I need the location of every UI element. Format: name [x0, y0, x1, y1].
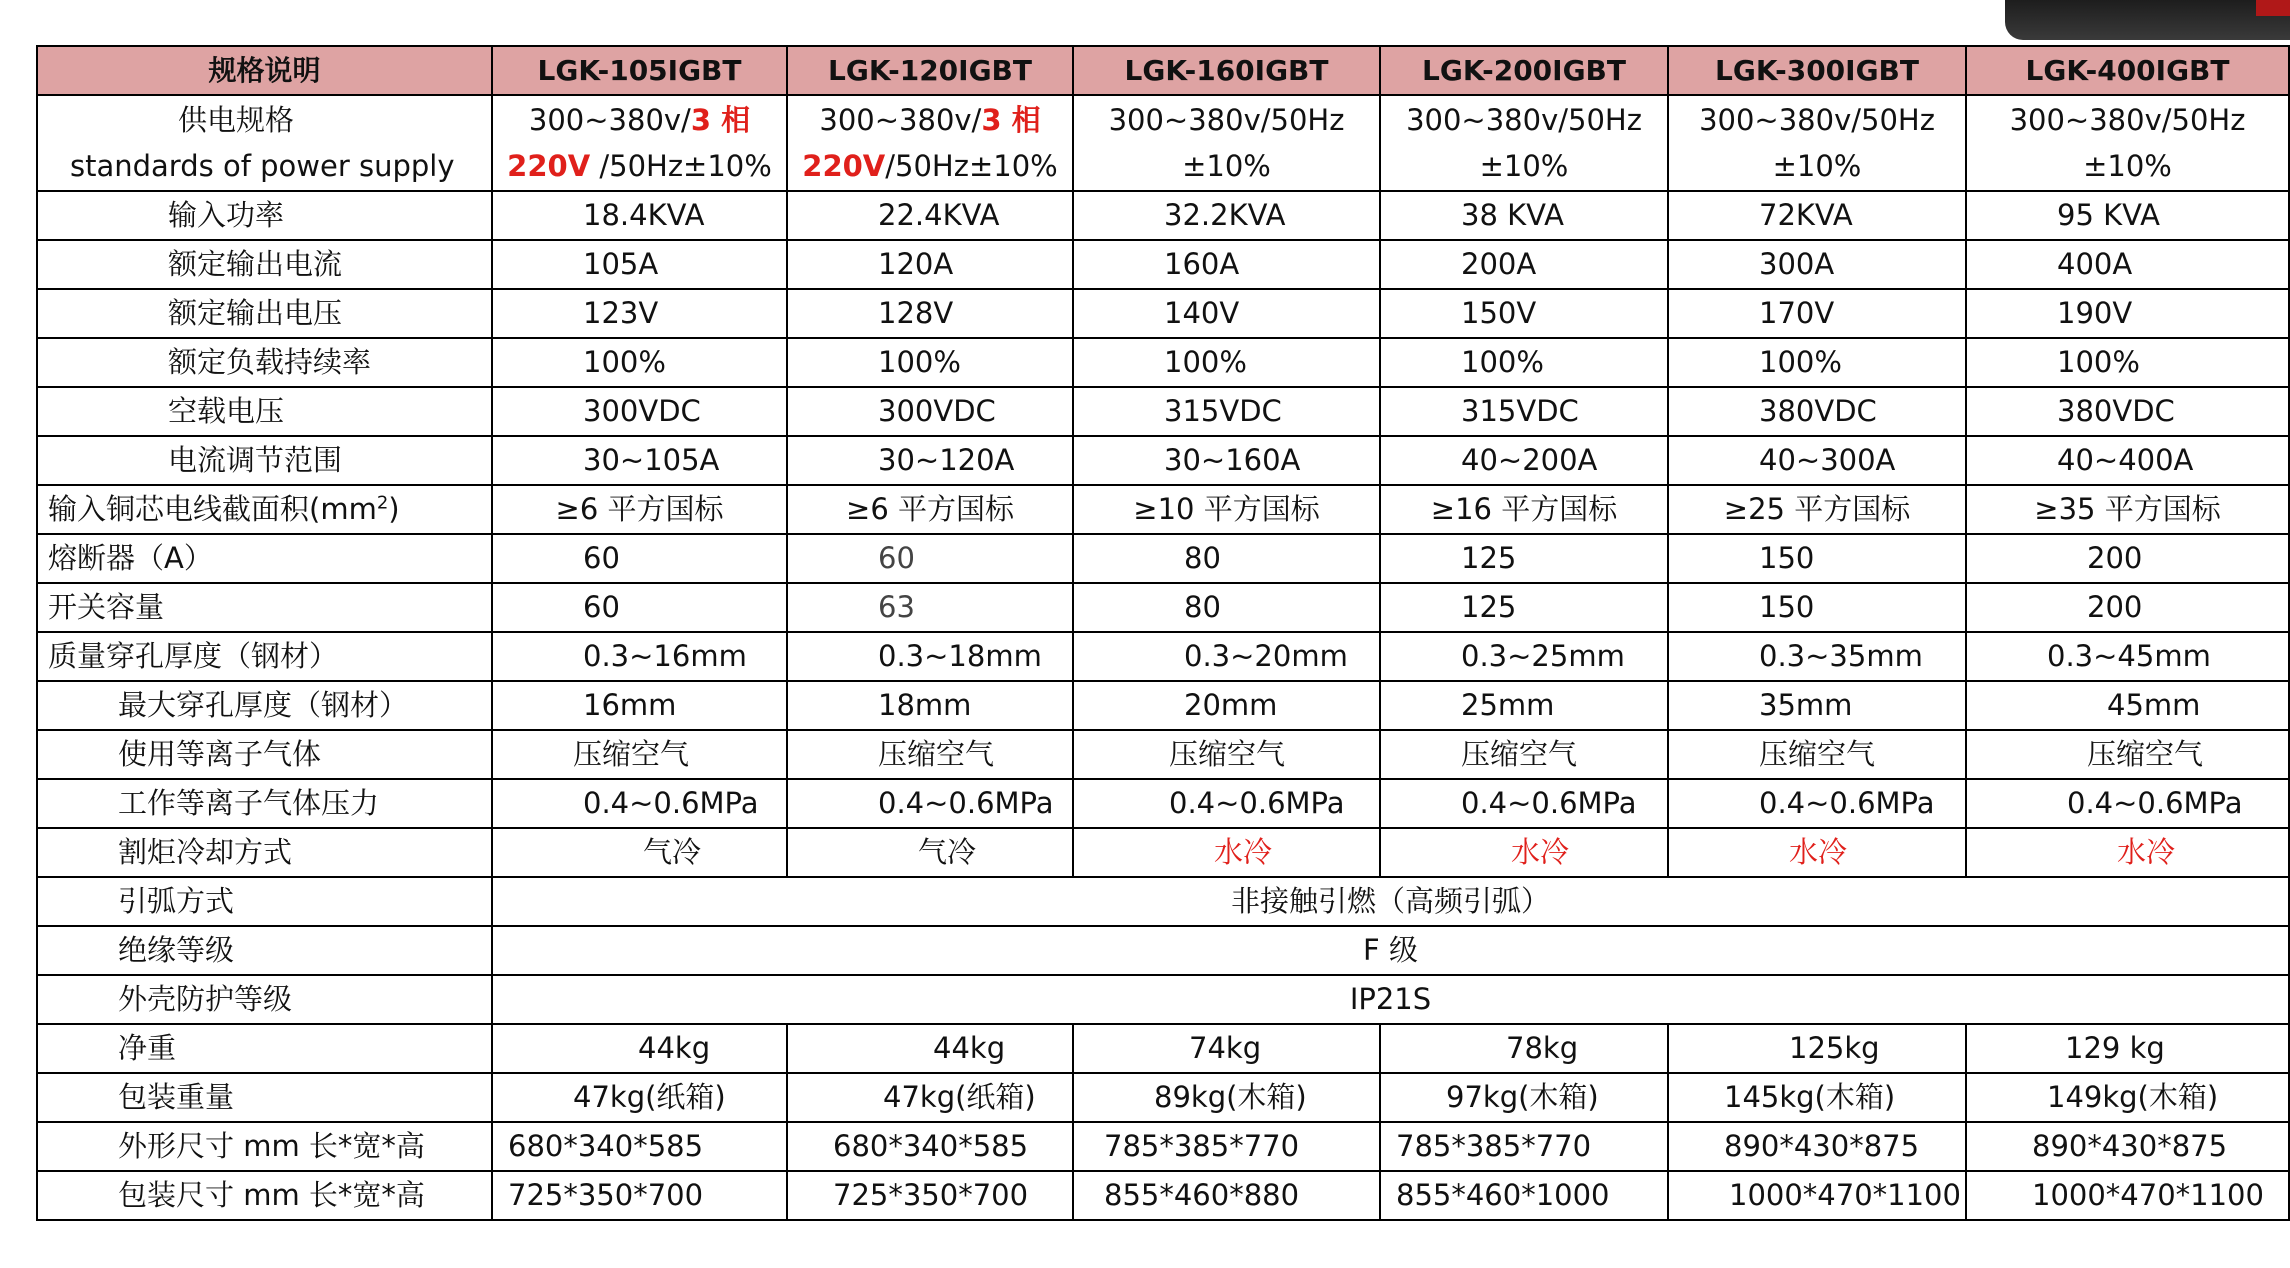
torch-cooling-120: 气冷: [787, 828, 1073, 877]
current-range-300: 40~300A: [1668, 436, 1966, 485]
package-dimensions-160: 855*460*880: [1073, 1171, 1380, 1220]
gas-pressure-label: 工作等离子气体压力: [37, 779, 492, 828]
net-weight-200: 78kg: [1380, 1024, 1668, 1073]
fuse-400: 200: [1966, 534, 2289, 583]
package-weight-200: 97kg(木箱): [1380, 1073, 1668, 1122]
insulation-value: F 级: [492, 926, 2289, 975]
power-105-phase: 3 相: [690, 103, 751, 137]
package-dimensions-105: 725*350*700: [492, 1171, 787, 1220]
rated-current-120: 120A: [787, 240, 1073, 289]
plasma-gas-105: 压缩空气: [492, 730, 787, 779]
power-105-line2: /50Hz±10%: [590, 149, 772, 183]
rated-voltage-160: 140V: [1073, 289, 1380, 338]
no-load-voltage-400: 380VDC: [1966, 387, 2289, 436]
plasma-gas-200: 压缩空气: [1380, 730, 1668, 779]
duty-cycle-160: 100%: [1073, 338, 1380, 387]
package-weight-120: 47kg(纸箱): [787, 1073, 1073, 1122]
torch-cooling-105: 气冷: [492, 828, 787, 877]
no-load-voltage-200: 315VDC: [1380, 387, 1668, 436]
current-range-160: 30~160A: [1073, 436, 1380, 485]
max-pierce-400: 45mm: [1966, 681, 2289, 730]
torch-cooling-400: 水冷: [1966, 828, 2289, 877]
quality-pierce-label: 质量穿孔厚度（钢材）: [37, 632, 492, 681]
fuse-105: 60: [492, 534, 787, 583]
cable-section-400: ≥35 平方国标: [1966, 485, 2289, 534]
package-weight-label: 包装重量: [37, 1073, 492, 1122]
input-power-400: 95 KVA: [1966, 191, 2289, 240]
dimensions-300: 890*430*875: [1668, 1122, 1966, 1171]
no-load-voltage-160: 315VDC: [1073, 387, 1380, 436]
power-105-line1: 300~380v/: [528, 103, 691, 137]
fuse-160: 80: [1073, 534, 1380, 583]
rated-current-200: 200A: [1380, 240, 1668, 289]
row-fuse: [37, 534, 2289, 583]
rated-voltage-label: 额定输出电压: [37, 289, 492, 338]
plasma-gas-label: 使用等离子气体: [37, 730, 492, 779]
power-120-phase: 3 相: [981, 103, 1041, 137]
package-dimensions-120: 725*350*700: [787, 1171, 1073, 1220]
duty-cycle-105: 100%: [492, 338, 787, 387]
row-package-weight: [37, 1073, 2289, 1122]
duty-cycle-label: 额定负载持续率: [37, 338, 492, 387]
row-rated-current: [37, 240, 2289, 289]
plasma-gas-300: 压缩空气: [1668, 730, 1966, 779]
quality-pierce-105: 0.3~16mm: [492, 632, 787, 681]
input-power-300: 72KVA: [1668, 191, 1966, 240]
fuse-200: 125: [1380, 534, 1668, 583]
row-torch-cooling: [37, 828, 2289, 877]
power-supply-label-en: standards of power supply: [70, 149, 455, 183]
quality-pierce-400: 0.3~45mm: [1966, 632, 2289, 681]
power-400-line1: 300~380v/50Hz: [2009, 103, 2246, 137]
arc-start-value: 非接触引燃（高频引弧）: [492, 877, 2289, 926]
gas-pressure-160: 0.4~0.6MPa: [1073, 779, 1380, 828]
quality-pierce-160: 0.3~20mm: [1073, 632, 1380, 681]
torch-cooling-300: 水冷: [1668, 828, 1966, 877]
switch-capacity-160: 80: [1073, 583, 1380, 632]
gas-pressure-300: 0.4~0.6MPa: [1668, 779, 1966, 828]
row-duty-cycle: [37, 338, 2289, 387]
row-dimensions: [37, 1122, 2289, 1171]
power-160-line1: 300~380v/50Hz: [1108, 103, 1345, 137]
max-pierce-105: 16mm: [492, 681, 787, 730]
duty-cycle-400: 100%: [1966, 338, 2289, 387]
gas-pressure-200: 0.4~0.6MPa: [1380, 779, 1668, 828]
row-cable-section: [37, 485, 2289, 534]
plasma-gas-120: 压缩空气: [787, 730, 1073, 779]
input-power-label: 输入功率: [37, 191, 492, 240]
row-package-dimensions: [37, 1171, 2289, 1220]
net-weight-300: 125kg: [1668, 1024, 1966, 1073]
gas-pressure-105: 0.4~0.6MPa: [492, 779, 787, 828]
insulation-label: 绝缘等级: [37, 926, 492, 975]
switch-capacity-200: 125: [1380, 583, 1668, 632]
power-120-line1: 300~380v/: [819, 103, 982, 137]
duty-cycle-300: 100%: [1668, 338, 1966, 387]
package-weight-160: 89kg(木箱): [1073, 1073, 1380, 1122]
cable-section-label: [37, 485, 492, 534]
product-red-accent: [2256, 0, 2290, 16]
header-spec-label: 规格说明: [37, 46, 492, 95]
header-model-120: LGK-120IGBT: [787, 46, 1073, 95]
no-load-voltage-label: 空载电压: [37, 387, 492, 436]
quality-pierce-300: 0.3~35mm: [1668, 632, 1966, 681]
row-gas-pressure: [37, 779, 2289, 828]
cable-section-label-sup: 2: [376, 492, 389, 514]
torch-cooling-200: 水冷: [1380, 828, 1668, 877]
quality-pierce-120: 0.3~18mm: [787, 632, 1073, 681]
switch-capacity-label: 开关容量: [37, 583, 492, 632]
power-400-line2: ±10%: [2083, 149, 2172, 183]
input-power-105: 18.4KVA: [492, 191, 787, 240]
no-load-voltage-105: 300VDC: [492, 387, 787, 436]
power-300-line2: ±10%: [1772, 149, 1862, 183]
dimensions-105: 680*340*585: [492, 1122, 787, 1171]
spec-table: [36, 45, 2290, 1221]
cable-section-label-main: 输入铜芯电线截面积(mm: [48, 492, 377, 526]
net-weight-105: 44kg: [492, 1024, 787, 1073]
fuse-300: 150: [1668, 534, 1966, 583]
quality-pierce-200: 0.3~25mm: [1380, 632, 1668, 681]
power-120-220v: 220V: [802, 149, 886, 183]
max-pierce-120: 18mm: [787, 681, 1073, 730]
no-load-voltage-300: 380VDC: [1668, 387, 1966, 436]
dimensions-160: 785*385*770: [1073, 1122, 1380, 1171]
arc-start-label: 引弧方式: [37, 877, 492, 926]
cable-section-label-end: ): [388, 492, 400, 526]
rated-current-105: 105A: [492, 240, 787, 289]
max-pierce-label: 最大穿孔厚度（钢材）: [37, 681, 492, 730]
protection-value: IP21S: [492, 975, 2289, 1024]
cable-section-160: ≥10 平方国标: [1073, 485, 1380, 534]
duty-cycle-120: 100%: [787, 338, 1073, 387]
header-model-300: LGK-300IGBT: [1668, 46, 1966, 95]
torch-cooling-160: 水冷: [1073, 828, 1380, 877]
rated-voltage-400: 190V: [1966, 289, 2289, 338]
current-range-400: 40~400A: [1966, 436, 2289, 485]
power-supply-400: [1966, 95, 2289, 191]
package-weight-105: 47kg(纸箱): [492, 1073, 787, 1122]
row-power-supply: [37, 95, 2289, 191]
power-300-line1: 300~380v/50Hz: [1699, 103, 1935, 137]
net-weight-120: 44kg: [787, 1024, 1073, 1073]
row-insulation: [37, 926, 2289, 975]
input-power-120: 22.4KVA: [787, 191, 1073, 240]
current-range-label: 电流调节范围: [37, 436, 492, 485]
header-model-200: LGK-200IGBT: [1380, 46, 1668, 95]
dimensions-label: 外形尺寸 mm 长*宽*高: [37, 1122, 492, 1171]
power-supply-label-cn: 供电规格: [178, 103, 295, 137]
row-plasma-gas: [37, 730, 2289, 779]
rated-voltage-120: 128V: [787, 289, 1073, 338]
power-105-220v: 220V: [507, 149, 591, 183]
net-weight-label: 净重: [37, 1024, 492, 1073]
rated-voltage-300: 170V: [1668, 289, 1966, 338]
cable-section-300: ≥25 平方国标: [1668, 485, 1966, 534]
gas-pressure-120: 0.4~0.6MPa: [787, 779, 1073, 828]
header-row: [37, 46, 2289, 95]
duty-cycle-200: 100%: [1380, 338, 1668, 387]
net-weight-400: 129 kg: [1966, 1024, 2289, 1073]
max-pierce-160: 20mm: [1073, 681, 1380, 730]
row-no-load-voltage: [37, 387, 2289, 436]
package-dimensions-300: 1000*470*1100: [1668, 1171, 1966, 1220]
protection-label: 外壳防护等级: [37, 975, 492, 1024]
rated-voltage-200: 150V: [1380, 289, 1668, 338]
rated-current-160: 160A: [1073, 240, 1380, 289]
header-model-105: LGK-105IGBT: [492, 46, 787, 95]
header-model-160: LGK-160IGBT: [1073, 46, 1380, 95]
dimensions-120: 680*340*585: [787, 1122, 1073, 1171]
switch-capacity-120: 63: [787, 583, 1073, 632]
switch-capacity-105: 60: [492, 583, 787, 632]
row-max-pierce: [37, 681, 2289, 730]
rated-current-300: 300A: [1668, 240, 1966, 289]
max-pierce-300: 35mm: [1668, 681, 1966, 730]
switch-capacity-300: 150: [1668, 583, 1966, 632]
input-power-200: 38 KVA: [1380, 191, 1668, 240]
cable-section-200: ≥16 平方国标: [1380, 485, 1668, 534]
dimensions-400: 890*430*875: [1966, 1122, 2289, 1171]
package-weight-300: 145kg(木箱): [1668, 1073, 1966, 1122]
fuse-label: 熔断器（A）: [37, 534, 492, 583]
rated-current-label: 额定输出电流: [37, 240, 492, 289]
plasma-gas-400: 压缩空气: [1966, 730, 2289, 779]
net-weight-160: 74kg: [1073, 1024, 1380, 1073]
row-input-power: [37, 191, 2289, 240]
no-load-voltage-120: 300VDC: [787, 387, 1073, 436]
input-power-160: 32.2KVA: [1073, 191, 1380, 240]
row-current-range: [37, 436, 2289, 485]
power-200-line2: ±10%: [1479, 149, 1569, 183]
cable-section-105: ≥6 平方国标: [492, 485, 787, 534]
power-supply-200: [1380, 95, 1668, 191]
row-switch-capacity: [37, 583, 2289, 632]
cable-section-120: ≥6 平方国标: [787, 485, 1073, 534]
rated-current-400: 400A: [1966, 240, 2289, 289]
power-supply-105: [492, 95, 787, 191]
package-weight-400: 149kg(木箱): [1966, 1073, 2289, 1122]
package-dimensions-200: 855*460*1000: [1380, 1171, 1668, 1220]
power-120-line2: /50Hz±10%: [885, 149, 1058, 183]
fuse-120: 60: [787, 534, 1073, 583]
rated-voltage-105: 123V: [492, 289, 787, 338]
row-arc-start: [37, 877, 2289, 926]
product-image-fragment: [2005, 0, 2290, 40]
current-range-105: 30~105A: [492, 436, 787, 485]
switch-capacity-400: 200: [1966, 583, 2289, 632]
plasma-gas-160: 压缩空气: [1073, 730, 1380, 779]
max-pierce-200: 25mm: [1380, 681, 1668, 730]
package-dimensions-label: 包装尺寸 mm 长*宽*高: [37, 1171, 492, 1220]
current-range-120: 30~120A: [787, 436, 1073, 485]
power-supply-120: [787, 95, 1073, 191]
power-200-line1: 300~380v/50Hz: [1406, 103, 1642, 137]
row-protection: [37, 975, 2289, 1024]
package-dimensions-400: 1000*470*1100: [1966, 1171, 2289, 1220]
gas-pressure-400: 0.4~0.6MPa: [1966, 779, 2289, 828]
current-range-200: 40~200A: [1380, 436, 1668, 485]
row-net-weight: [37, 1024, 2289, 1073]
row-rated-voltage: [37, 289, 2289, 338]
torch-cooling-label: 割炬冷却方式: [37, 828, 492, 877]
power-supply-300: [1668, 95, 1966, 191]
power-supply-label: [37, 95, 492, 191]
power-supply-160: [1073, 95, 1380, 191]
row-quality-pierce: [37, 632, 2289, 681]
header-model-400: LGK-400IGBT: [1966, 46, 2289, 95]
dimensions-200: 785*385*770: [1380, 1122, 1668, 1171]
power-160-line2: ±10%: [1182, 149, 1271, 183]
